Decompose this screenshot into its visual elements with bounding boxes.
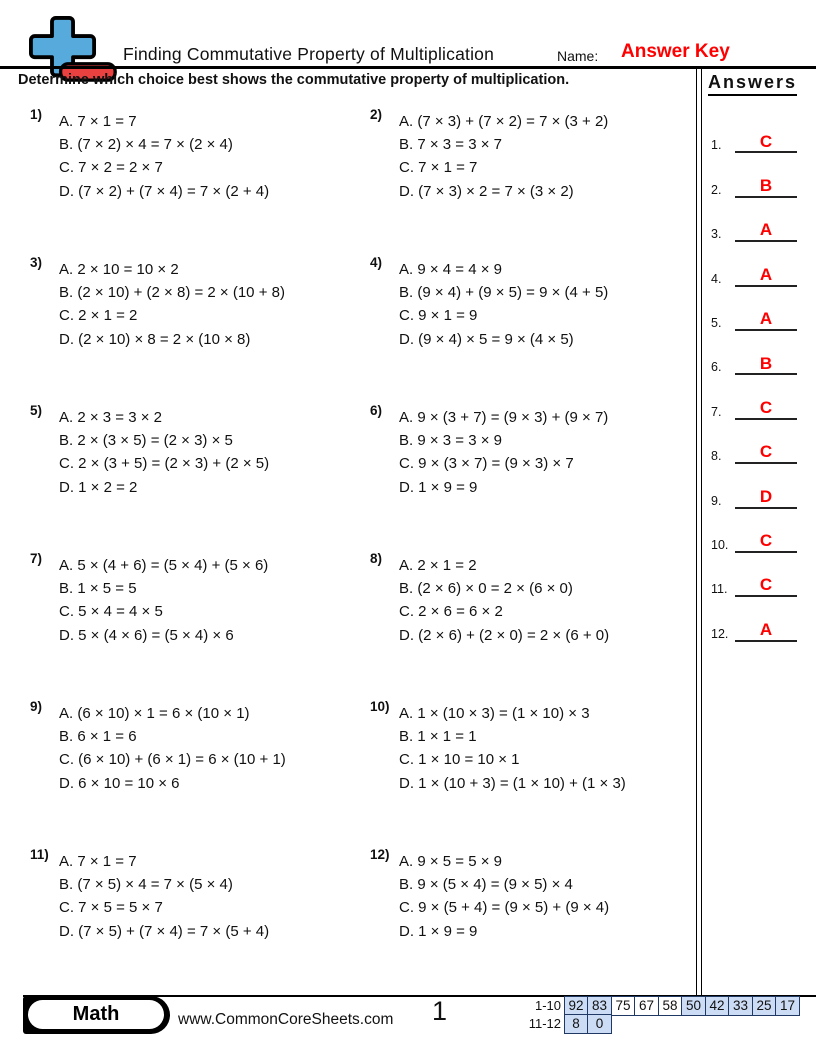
answer-letter: A	[735, 310, 797, 331]
score-cell: 33	[728, 996, 753, 1016]
score-cell: 75	[611, 996, 636, 1016]
choice-list	[368, 544, 700, 647]
choice-line: C. 1 × 10 = 10 × 1	[399, 751, 520, 769]
choice-line: B. (9 × 4) + (9 × 5) = 9 × (4 + 5)	[399, 284, 609, 302]
choice-line: A. 9 × 5 = 5 × 9	[399, 853, 502, 870]
score-cell: 17	[775, 996, 800, 1016]
question-block	[28, 396, 368, 544]
question-number: 11)	[30, 847, 49, 862]
choice-line: B. (2 × 6) × 0 = 2 × (6 × 0)	[399, 580, 573, 598]
answers-panel	[703, 72, 815, 642]
question-block	[368, 840, 700, 988]
page-number: 1	[432, 996, 448, 1026]
choice-line: A. 7 × 1 = 7	[59, 113, 137, 130]
choice-line: B. 9 × (5 × 4) = (9 × 5) × 4	[399, 876, 573, 894]
question-block	[28, 100, 368, 248]
question-number: 12)	[370, 847, 390, 862]
choice-line: C. 9 × (5 + 4) = (9 × 5) + (9 × 4)	[399, 899, 610, 917]
choice-list	[368, 396, 700, 499]
answer-number: 3.	[711, 227, 722, 242]
answer-number: 7.	[711, 404, 722, 419]
question-number: 7)	[30, 551, 43, 566]
answer-item	[703, 420, 815, 464]
choice-line: A. 9 × (3 + 7) = (9 × 3) + (9 × 7)	[399, 409, 609, 426]
instruction-text: Determine which choice best shows the commutative property of multiplication.	[18, 72, 570, 88]
answer-item	[703, 198, 815, 242]
answer-number: 5.	[711, 315, 722, 330]
choice-line: B. 7 × 3 = 3 × 7	[399, 136, 502, 154]
choice-line: B. (2 × 10) + (2 × 8) = 2 × (10 + 8)	[59, 284, 285, 302]
answer-number: 8.	[711, 449, 722, 464]
answer-letter: C	[735, 576, 797, 597]
score-table	[518, 996, 800, 1034]
answer-item	[703, 375, 815, 419]
question-block	[368, 396, 700, 544]
choice-line: D. (2 × 6) + (2 × 0) = 2 × (6 + 0)	[399, 626, 610, 644]
choice-line: D. 1 × 9 = 9	[399, 478, 478, 496]
answer-item	[703, 597, 815, 641]
choice-line: B. 9 × 3 = 3 × 9	[399, 432, 502, 450]
answer-letter: C	[735, 532, 797, 553]
question-block	[28, 248, 368, 396]
choice-line: D. (7 × 5) + (7 × 4) = 7 × (5 + 4)	[59, 922, 270, 940]
answer-number: 10.	[711, 537, 729, 552]
score-cell: 58	[658, 996, 683, 1016]
answer-number: 4.	[711, 271, 722, 286]
score-cell: 0	[587, 1014, 612, 1034]
worksheet-title: Finding Commutative Property of Multiplication	[123, 44, 495, 64]
question-block	[368, 248, 700, 396]
website-text: www.CommonCoreSheets.com	[178, 1011, 394, 1028]
choice-line: B. (7 × 2) × 4 = 7 × (2 × 4)	[59, 136, 233, 154]
answer-letter: A	[735, 266, 797, 287]
question-number: 4)	[370, 255, 383, 270]
answer-number: 2.	[711, 182, 722, 197]
choice-list	[368, 692, 700, 795]
answer-letter: B	[735, 177, 797, 198]
choice-line: B. 2 × (3 × 5) = (2 × 3) × 5	[59, 432, 233, 450]
choice-line: C. 9 × 1 = 9	[399, 307, 478, 325]
choice-line: C. 5 × 4 = 4 × 5	[59, 603, 163, 621]
choice-line: C. 2 × (3 + 5) = (2 × 3) + (2 × 5)	[59, 455, 270, 473]
choice-line: D. (2 × 10) × 8 = 2 × (10 × 8)	[59, 330, 251, 348]
choice-list	[28, 248, 368, 351]
answer-item	[703, 242, 815, 286]
choice-list	[28, 396, 368, 499]
question-number: 1)	[30, 107, 43, 122]
choice-line: D. (9 × 4) × 5 = 9 × (4 × 5)	[399, 330, 574, 348]
answer-number: 1.	[711, 138, 722, 153]
answer-key-text: Answer Key	[621, 41, 730, 62]
score-cell: 92	[564, 996, 589, 1016]
score-range-label: 1-10	[534, 998, 561, 1013]
choice-list	[368, 100, 700, 203]
choice-line: B. 1 × 5 = 5	[59, 580, 137, 598]
answers-title: Answers	[708, 72, 797, 96]
questions-grid	[28, 100, 700, 988]
choice-line: C. 7 × 5 = 5 × 7	[59, 899, 163, 917]
choice-line: D. 1 × 2 = 2	[59, 478, 138, 496]
answer-item	[703, 153, 815, 197]
choice-line: A. 7 × 1 = 7	[59, 853, 137, 870]
subject-badge	[23, 996, 170, 1034]
answer-item	[703, 287, 815, 331]
choice-line: D. 1 × 9 = 9	[399, 922, 478, 940]
choice-list	[368, 840, 700, 943]
answer-number: 6.	[711, 360, 722, 375]
choice-line: C. 2 × 1 = 2	[59, 307, 138, 325]
answer-number: 12.	[711, 626, 729, 641]
choice-list	[28, 692, 368, 795]
choice-line: D. (7 × 2) + (7 × 4) = 7 × (2 + 4)	[59, 182, 270, 200]
choice-line: C. 7 × 2 = 2 × 7	[59, 159, 163, 177]
answers-list	[703, 109, 815, 642]
choice-line: D. 6 × 10 = 10 × 6	[59, 774, 180, 792]
choice-line: A. (6 × 10) × 1 = 6 × (10 × 1)	[59, 705, 250, 722]
answer-item	[703, 553, 815, 597]
answer-number: 11.	[711, 582, 728, 597]
choice-line: C. 7 × 1 = 7	[399, 159, 478, 177]
answer-letter: C	[735, 399, 797, 420]
answer-letter: D	[735, 488, 797, 509]
question-block	[28, 840, 368, 988]
choice-line: D. 1 × (10 + 3) = (1 × 10) + (1 × 3)	[399, 774, 626, 792]
choice-list	[28, 100, 368, 203]
score-row	[518, 1014, 800, 1034]
answer-letter: B	[735, 355, 797, 376]
score-cell: 42	[705, 996, 730, 1016]
choice-list	[28, 840, 368, 943]
subject-label: Math	[28, 1000, 164, 1029]
choice-line: B. 1 × 1 = 1	[399, 728, 477, 746]
answer-item	[703, 331, 815, 375]
score-cell: 50	[681, 996, 706, 1016]
choice-line: A. 2 × 10 = 10 × 2	[59, 261, 179, 278]
question-number: 2)	[370, 107, 383, 122]
score-row	[518, 996, 800, 1016]
choice-list	[28, 544, 368, 647]
question-number: 3)	[30, 255, 43, 270]
score-cell: 67	[634, 996, 659, 1016]
choice-line: A. 5 × (4 + 6) = (5 × 4) + (5 × 6)	[59, 557, 269, 574]
choice-line: C. 2 × 6 = 6 × 2	[399, 603, 503, 621]
choice-list	[368, 248, 700, 351]
choice-line: A. 2 × 3 = 3 × 2	[59, 409, 162, 426]
question-block	[368, 544, 700, 692]
question-block	[28, 544, 368, 692]
answer-letter: C	[735, 133, 797, 154]
score-range-label: 11-12	[528, 1016, 561, 1031]
answer-item	[703, 109, 815, 153]
choice-line: A. 2 × 1 = 2	[399, 557, 477, 574]
choice-line: C. 9 × (3 × 7) = (9 × 3) × 7	[399, 455, 574, 473]
choice-line: D. (7 × 3) × 2 = 7 × (3 × 2)	[399, 182, 574, 200]
answer-letter: C	[735, 443, 797, 464]
choice-line: A. (7 × 3) + (7 × 2) = 7 × (3 + 2)	[399, 113, 609, 130]
question-number: 8)	[370, 551, 383, 566]
choice-line: B. 6 × 1 = 6	[59, 728, 137, 746]
answer-item	[703, 509, 815, 553]
answer-letter: A	[735, 621, 797, 642]
question-number: 6)	[370, 403, 383, 418]
choice-line: A. 9 × 4 = 4 × 9	[399, 261, 502, 278]
choice-line: C. (6 × 10) + (6 × 1) = 6 × (10 + 1)	[59, 751, 286, 769]
score-cell: 83	[587, 996, 612, 1016]
answer-number: 9.	[711, 493, 722, 508]
question-block	[368, 692, 700, 840]
choice-line: B. (7 × 5) × 4 = 7 × (5 × 4)	[59, 876, 233, 894]
answer-letter: A	[735, 221, 797, 242]
question-number: 10)	[370, 699, 390, 714]
question-block	[28, 692, 368, 840]
choice-line: A. 1 × (10 × 3) = (1 × 10) × 3	[399, 705, 590, 722]
score-cell: 8	[564, 1014, 589, 1034]
choice-line: D. 5 × (4 × 6) = (5 × 4) × 6	[59, 626, 234, 644]
answer-item	[703, 464, 815, 508]
question-number: 9)	[30, 699, 43, 714]
name-label: Name:	[557, 48, 599, 64]
question-block	[368, 100, 700, 248]
header-divider	[0, 66, 816, 69]
score-cell: 25	[752, 996, 777, 1016]
question-number: 5)	[30, 403, 43, 418]
